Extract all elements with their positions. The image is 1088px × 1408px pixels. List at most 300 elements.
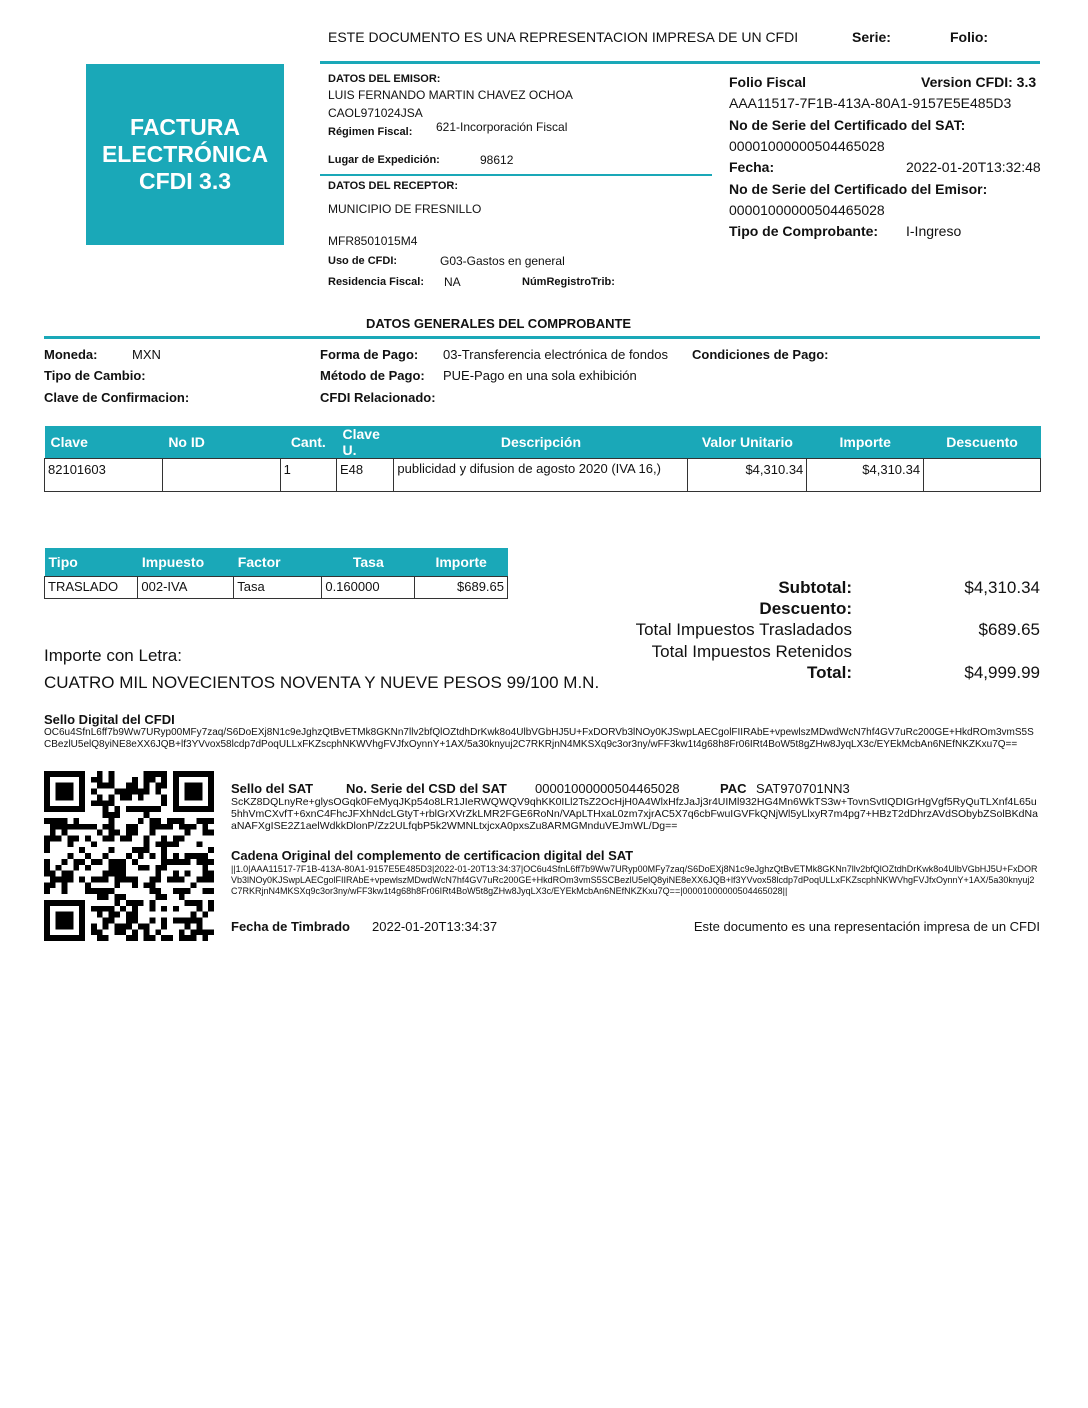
qr-module bbox=[91, 800, 97, 806]
qr-module bbox=[185, 824, 191, 830]
sello-cfdi-label: Sello Digital del CFDI bbox=[44, 712, 175, 727]
qr-module bbox=[73, 835, 79, 841]
qr-module bbox=[191, 918, 197, 924]
qr-module bbox=[150, 771, 156, 777]
qr-module bbox=[108, 812, 114, 818]
qr-module bbox=[85, 882, 91, 888]
qr-module bbox=[138, 806, 144, 812]
general-title: DATOS GENERALES DEL COMPROBANTE bbox=[366, 316, 632, 331]
qr-module bbox=[114, 859, 120, 865]
residencia-label: Residencia Fiscal: bbox=[328, 276, 424, 288]
qr-module bbox=[120, 929, 126, 935]
qr-module bbox=[196, 818, 202, 824]
tipo-cambio-label: Tipo de Cambio: bbox=[44, 368, 146, 383]
qr-module bbox=[150, 824, 156, 830]
qr-module bbox=[179, 877, 185, 883]
folio-fiscal-value: AAA11517-7F1B-413A-80A1-9157E5E485D3 bbox=[729, 95, 1012, 111]
tax-col-importe: Importe bbox=[415, 548, 508, 577]
csd-sat-label: No. Serie del CSD del SAT bbox=[346, 781, 507, 796]
qr-module bbox=[85, 835, 91, 841]
qr-module bbox=[167, 935, 173, 941]
qr-module bbox=[208, 818, 214, 824]
qr-module bbox=[202, 912, 208, 918]
lugar-value: 98612 bbox=[480, 153, 514, 167]
qr-module bbox=[179, 818, 185, 824]
moneda-value: MXN bbox=[132, 347, 161, 362]
numregistro-label: NúmRegistroTrib: bbox=[522, 276, 615, 288]
qr-module bbox=[191, 935, 197, 941]
importe-letra-label: Importe con Letra: bbox=[44, 646, 182, 665]
qr-module bbox=[144, 841, 150, 847]
qr-module bbox=[56, 877, 62, 883]
qr-module bbox=[44, 818, 50, 824]
qr-module bbox=[161, 777, 167, 783]
qr-module bbox=[97, 777, 103, 783]
qr-module bbox=[208, 888, 214, 894]
folio-fiscal-label: Folio Fiscal bbox=[729, 74, 807, 90]
qr-module bbox=[126, 824, 132, 830]
descuento-label: Descuento: bbox=[759, 599, 852, 618]
serie-label: Serie: bbox=[852, 29, 891, 45]
qr-module bbox=[62, 859, 68, 865]
qr-module bbox=[103, 935, 109, 941]
qr-module bbox=[132, 847, 138, 853]
qr-module bbox=[196, 929, 202, 935]
qr-module bbox=[85, 824, 91, 830]
qr-module bbox=[120, 871, 126, 877]
qr-module bbox=[103, 812, 109, 818]
uso-cfdi-label: Uso de CFDI: bbox=[328, 255, 398, 267]
total-label: Total: bbox=[806, 663, 852, 682]
qr-module bbox=[150, 777, 156, 783]
qr-module bbox=[167, 859, 173, 865]
qr-module bbox=[114, 871, 120, 877]
qr-module bbox=[91, 824, 97, 830]
qr-module bbox=[67, 841, 73, 847]
qr-module bbox=[191, 824, 197, 830]
metodo-pago-value: PUE-Pago en una sola exhibición bbox=[443, 368, 637, 383]
qr-module bbox=[126, 935, 132, 941]
qr-module bbox=[196, 841, 202, 847]
qr-module bbox=[120, 923, 126, 929]
qr-module bbox=[144, 835, 150, 841]
qr-module bbox=[103, 835, 109, 841]
qr-module bbox=[97, 783, 103, 789]
qr-module bbox=[126, 923, 132, 929]
qr-module bbox=[173, 906, 179, 912]
emisor-title: DATOS DEL EMISOR: bbox=[328, 73, 441, 85]
qr-module bbox=[161, 906, 167, 912]
subtotal-value: $4,310.34 bbox=[964, 578, 1040, 597]
qr-module bbox=[108, 871, 114, 877]
tax-table bbox=[44, 548, 508, 599]
qr-module bbox=[108, 835, 114, 841]
qr-module bbox=[108, 818, 114, 824]
tax-cell-impuesto: 002-IVA bbox=[138, 577, 234, 599]
qr-module bbox=[155, 806, 161, 812]
qr-module bbox=[150, 877, 156, 883]
qr-module bbox=[97, 794, 103, 800]
qr-module bbox=[161, 847, 167, 853]
qr-module bbox=[138, 923, 144, 929]
tax-header-row bbox=[45, 548, 508, 577]
qr-module bbox=[185, 935, 191, 941]
qr-module bbox=[114, 789, 120, 795]
qr-module bbox=[50, 818, 56, 824]
qr-module bbox=[85, 888, 91, 894]
qr-module bbox=[173, 918, 179, 924]
qr-module bbox=[91, 859, 97, 865]
qr-module bbox=[161, 771, 167, 777]
qr-module bbox=[179, 929, 185, 935]
qr-module bbox=[56, 818, 62, 824]
qr-module bbox=[67, 835, 73, 841]
col-importe: Importe bbox=[807, 426, 924, 459]
qr-module bbox=[132, 912, 138, 918]
qr-module bbox=[202, 929, 208, 935]
qr-module bbox=[103, 894, 109, 900]
receptor-title: DATOS DEL RECEPTOR: bbox=[328, 180, 458, 192]
qr-module bbox=[179, 859, 185, 865]
qr-module bbox=[173, 871, 179, 877]
total-value: $4,999.99 bbox=[964, 663, 1040, 682]
qr-module bbox=[132, 789, 138, 795]
qr-module bbox=[120, 865, 126, 871]
serie-emisor-value: 00001000000504465028 bbox=[729, 202, 885, 218]
fecha-value: 2022-01-20T13:32:48 bbox=[906, 159, 1041, 175]
qr-module bbox=[196, 877, 202, 883]
pac-label: PAC bbox=[720, 781, 747, 796]
qr-module bbox=[97, 912, 103, 918]
qr-module bbox=[73, 818, 79, 824]
fecha-timbrado-label: Fecha de Timbrado bbox=[231, 919, 350, 934]
qr-module bbox=[138, 853, 144, 859]
qr-module bbox=[103, 918, 109, 924]
regimen-value: 621-Incorporación Fiscal bbox=[436, 120, 568, 134]
qr-module bbox=[44, 835, 50, 841]
qr-module bbox=[144, 882, 150, 888]
qr-module bbox=[208, 906, 214, 912]
qr-module bbox=[144, 812, 150, 818]
qr-module bbox=[103, 888, 109, 894]
qr-module bbox=[44, 871, 50, 877]
qr-module bbox=[126, 853, 132, 859]
qr-module bbox=[97, 800, 103, 806]
qr-module bbox=[196, 853, 202, 859]
qr-module bbox=[161, 794, 167, 800]
qr-module bbox=[126, 794, 132, 800]
qr-module bbox=[132, 777, 138, 783]
logo-line-3: CFDI 3.3 bbox=[138, 168, 232, 194]
qr-module bbox=[144, 783, 150, 789]
qr-module bbox=[114, 830, 120, 836]
qr-module bbox=[150, 830, 156, 836]
qr-module bbox=[167, 841, 173, 847]
qr-module bbox=[179, 894, 185, 900]
qr-module bbox=[173, 835, 179, 841]
qr-module bbox=[179, 835, 185, 841]
qr-module bbox=[126, 918, 132, 924]
qr-module bbox=[208, 900, 214, 906]
qr-module bbox=[155, 818, 161, 824]
qr-module bbox=[191, 912, 197, 918]
cell-descuento bbox=[924, 459, 1041, 492]
cadena-original-label: Cadena Original del complemento de certificacion digital del SAT bbox=[231, 848, 634, 863]
qr-module bbox=[185, 923, 191, 929]
qr-module bbox=[179, 824, 185, 830]
qr-module bbox=[208, 877, 214, 883]
trasladados-value: $689.65 bbox=[978, 620, 1040, 639]
qr-module bbox=[167, 818, 173, 824]
invoice-logo bbox=[86, 64, 284, 245]
qr-module bbox=[56, 824, 62, 830]
qr-module bbox=[208, 830, 214, 836]
clave-confirmacion-label: Clave de Confirmacion: bbox=[44, 390, 190, 405]
qr-module bbox=[132, 859, 138, 865]
qr-module bbox=[161, 841, 167, 847]
qr-module bbox=[161, 865, 167, 871]
moneda-label: Moneda: bbox=[44, 347, 98, 362]
qr-module bbox=[126, 783, 132, 789]
qr-module bbox=[144, 789, 150, 795]
qr-module bbox=[155, 871, 161, 877]
qr-module bbox=[191, 853, 197, 859]
qr-module bbox=[108, 888, 114, 894]
cfdi-relacionado-label: CFDI Relacionado: bbox=[320, 390, 436, 405]
qr-module bbox=[126, 789, 132, 795]
qr-module bbox=[108, 906, 114, 912]
tipo-comprobante-label: Tipo de Comprobante: bbox=[729, 223, 879, 239]
qr-module bbox=[91, 789, 97, 795]
qr-module bbox=[50, 882, 56, 888]
qr-module bbox=[150, 853, 156, 859]
tax-col-impuesto: Impuesto bbox=[138, 548, 234, 577]
qr-module bbox=[173, 859, 179, 865]
cell-clave: 82101603 bbox=[45, 459, 163, 492]
qr-module bbox=[91, 923, 97, 929]
items-table bbox=[44, 426, 1041, 492]
qr-module bbox=[132, 918, 138, 924]
qr-module bbox=[185, 871, 191, 877]
qr-module bbox=[173, 818, 179, 824]
qr-module bbox=[44, 841, 50, 847]
qr-module bbox=[150, 906, 156, 912]
tipo-comprobante-value: I-Ingreso bbox=[906, 223, 962, 239]
qr-module bbox=[138, 847, 144, 853]
qr-module bbox=[161, 935, 167, 941]
qr-module bbox=[97, 935, 103, 941]
table-row bbox=[45, 459, 1041, 492]
qr-module bbox=[208, 871, 214, 877]
qr-module bbox=[91, 777, 97, 783]
qr-module bbox=[144, 865, 150, 871]
qr-module bbox=[150, 806, 156, 812]
qr-module bbox=[173, 888, 179, 894]
qr-module bbox=[132, 882, 138, 888]
qr-module bbox=[126, 806, 132, 812]
qr-module bbox=[67, 877, 73, 883]
qr-module bbox=[44, 859, 50, 865]
serie-sat-value: 00001000000504465028 bbox=[729, 138, 885, 154]
qr-module bbox=[155, 771, 161, 777]
qr-code-icon bbox=[44, 770, 214, 942]
receptor-rfc: MFR8501015M4 bbox=[328, 234, 418, 248]
sello-sat-label: Sello del SAT bbox=[231, 781, 314, 796]
emisor-divider bbox=[320, 174, 712, 176]
qr-module bbox=[126, 900, 132, 906]
qr-module bbox=[103, 923, 109, 929]
col-clave: Clave bbox=[45, 426, 163, 459]
qr-module bbox=[91, 841, 97, 847]
retenidos-label: Total Impuestos Retenidos bbox=[651, 642, 852, 661]
qr-module bbox=[132, 830, 138, 836]
qr-module bbox=[126, 835, 132, 841]
qr-module bbox=[179, 888, 185, 894]
lugar-label: Lugar de Expedición: bbox=[328, 154, 440, 166]
qr-module bbox=[108, 794, 114, 800]
qr-module bbox=[97, 929, 103, 935]
qr-module bbox=[196, 906, 202, 912]
qr-module bbox=[108, 859, 114, 865]
qr-module bbox=[67, 853, 73, 859]
qr-module bbox=[108, 847, 114, 853]
qr-module bbox=[202, 888, 208, 894]
qr-module bbox=[138, 789, 144, 795]
qr-module bbox=[50, 877, 56, 883]
folio-label: Folio: bbox=[950, 29, 989, 45]
qr-module bbox=[155, 877, 161, 883]
qr-module bbox=[91, 877, 97, 883]
cell-valor-unitario: $4,310.34 bbox=[688, 459, 807, 492]
qr-module bbox=[155, 888, 161, 894]
qr-module bbox=[56, 865, 62, 871]
qr-module bbox=[62, 818, 68, 824]
qr-module bbox=[191, 929, 197, 935]
forma-pago-value: 03-Transferencia electrónica de fondos bbox=[443, 347, 668, 362]
qr-module bbox=[97, 830, 103, 836]
qr-module bbox=[161, 859, 167, 865]
qr-module bbox=[97, 877, 103, 883]
qr-module bbox=[108, 912, 114, 918]
qr-module bbox=[173, 853, 179, 859]
version-label: Version CFDI: 3.3 bbox=[921, 74, 1037, 90]
qr-module bbox=[97, 894, 103, 900]
forma-pago-label: Forma de Pago: bbox=[320, 347, 419, 362]
qr-module bbox=[79, 877, 85, 883]
qr-module bbox=[103, 853, 109, 859]
qr-module bbox=[202, 877, 208, 883]
qr-module bbox=[50, 871, 56, 877]
serie-sat-label: No de Serie del Certificado del SAT: bbox=[729, 117, 966, 133]
tax-cell-factor: Tasa bbox=[234, 577, 322, 599]
qr-module bbox=[150, 918, 156, 924]
qr-module bbox=[120, 835, 126, 841]
cell-importe: $4,310.34 bbox=[807, 459, 924, 492]
table-row bbox=[45, 577, 508, 599]
qr-module bbox=[191, 900, 197, 906]
qr-module bbox=[114, 923, 120, 929]
qr-module bbox=[144, 935, 150, 941]
qr-module bbox=[155, 865, 161, 871]
qr-module bbox=[196, 859, 202, 865]
document-notice: ESTE DOCUMENTO ES UNA REPRESENTACION IMPRESA DE UN CFDI bbox=[328, 29, 799, 45]
qr-module bbox=[62, 830, 68, 836]
qr-module bbox=[85, 853, 91, 859]
qr-module bbox=[120, 877, 126, 883]
qr-module bbox=[108, 800, 114, 806]
qr-module bbox=[150, 818, 156, 824]
qr-module bbox=[167, 824, 173, 830]
importe-letra-value: CUATRO MIL NOVECIENTOS NOVENTA Y NUEVE PESOS 99/100 M.N. bbox=[44, 673, 600, 692]
qr-module bbox=[202, 830, 208, 836]
tax-cell-importe: $689.65 bbox=[415, 577, 508, 599]
qr-module bbox=[202, 865, 208, 871]
qr-module bbox=[62, 877, 68, 883]
qr-module bbox=[50, 824, 56, 830]
qr-module bbox=[50, 835, 56, 841]
qr-module bbox=[144, 771, 150, 777]
qr-module bbox=[132, 877, 138, 883]
qr-module bbox=[44, 882, 50, 888]
qr-module bbox=[161, 800, 167, 806]
qr-module bbox=[144, 777, 150, 783]
subtotal-label: Subtotal: bbox=[778, 578, 852, 597]
qr-module bbox=[144, 929, 150, 935]
qr-module bbox=[79, 824, 85, 830]
qr-module bbox=[150, 935, 156, 941]
col-descripcion: Descripción bbox=[394, 426, 688, 459]
cell-cant: 1 bbox=[280, 459, 336, 492]
qr-module bbox=[155, 894, 161, 900]
qr-module bbox=[62, 824, 68, 830]
qr-module bbox=[161, 835, 167, 841]
logo-line-1: FACTURA bbox=[130, 114, 240, 140]
csd-sat-value: 00001000000504465028 bbox=[535, 781, 680, 796]
col-valor-unitario: Valor Unitario bbox=[688, 426, 807, 459]
emisor-name: LUIS FERNANDO MARTIN CHAVEZ OCHOA bbox=[328, 88, 573, 102]
sello-cfdi-value: OC6u4SfnL6ff7b9Ww7URyp00MFy7zaq/S6DoEXj8N1c9eJghzQtBvETMk8GKNn7llv2bfQlOZtdhDrKwk8o4UlbVGbHJ5U+FxDORVb3lNOy0KJSwpLAECgolFIIRAbE+vpewlszMDwdWcN7hf4GV7uRc200GE+HkdROm3vmS5SCBezlU5elQ8yiNE8eXX6JQB+lf3YVvox58lcdp7dPoqULLxFKZscphNKWVhgFVJfxOynnY+1AX/5a30knyuj2C7RKRjnN4MKSXq9c3or3ny/wFF3kw1t4g68h8Fr06IRt4BoW5t8gZHw8JyqLX3c/EYEkMcbAn6NEfNKZKxu7Q== bbox=[44, 727, 1034, 750]
emisor-rfc: CAOL971024JSA bbox=[328, 106, 423, 120]
items-header-row bbox=[45, 426, 1041, 459]
qr-module bbox=[179, 935, 185, 941]
fecha-timbrado-value: 2022-01-20T13:34:37 bbox=[372, 919, 498, 934]
qr-module bbox=[114, 806, 120, 812]
cell-descripcion: publicidad y difusion de agosto 2020 (IVA 16,) bbox=[394, 459, 688, 492]
qr-module bbox=[56, 835, 62, 841]
qr-module bbox=[155, 824, 161, 830]
qr-module bbox=[185, 900, 191, 906]
col-no-id: No ID bbox=[162, 426, 280, 459]
qr-module bbox=[202, 824, 208, 830]
qr-module bbox=[155, 783, 161, 789]
col-clave-u: Clave U. bbox=[337, 426, 394, 459]
qr-module bbox=[132, 824, 138, 830]
qr-module bbox=[161, 923, 167, 929]
qr-module bbox=[79, 847, 85, 853]
col-cant: Cant. bbox=[280, 426, 336, 459]
qr-module bbox=[108, 830, 114, 836]
qr-module bbox=[132, 906, 138, 912]
qr-module bbox=[161, 824, 167, 830]
qr-module bbox=[126, 912, 132, 918]
uso-cfdi-value: G03-Gastos en general bbox=[440, 254, 565, 268]
qr-module bbox=[191, 882, 197, 888]
qr-module bbox=[161, 894, 167, 900]
serie-emisor-label: No de Serie del Certificado del Emisor: bbox=[729, 181, 988, 197]
qr-module bbox=[85, 865, 91, 871]
qr-module bbox=[103, 806, 109, 812]
qr-module bbox=[108, 918, 114, 924]
